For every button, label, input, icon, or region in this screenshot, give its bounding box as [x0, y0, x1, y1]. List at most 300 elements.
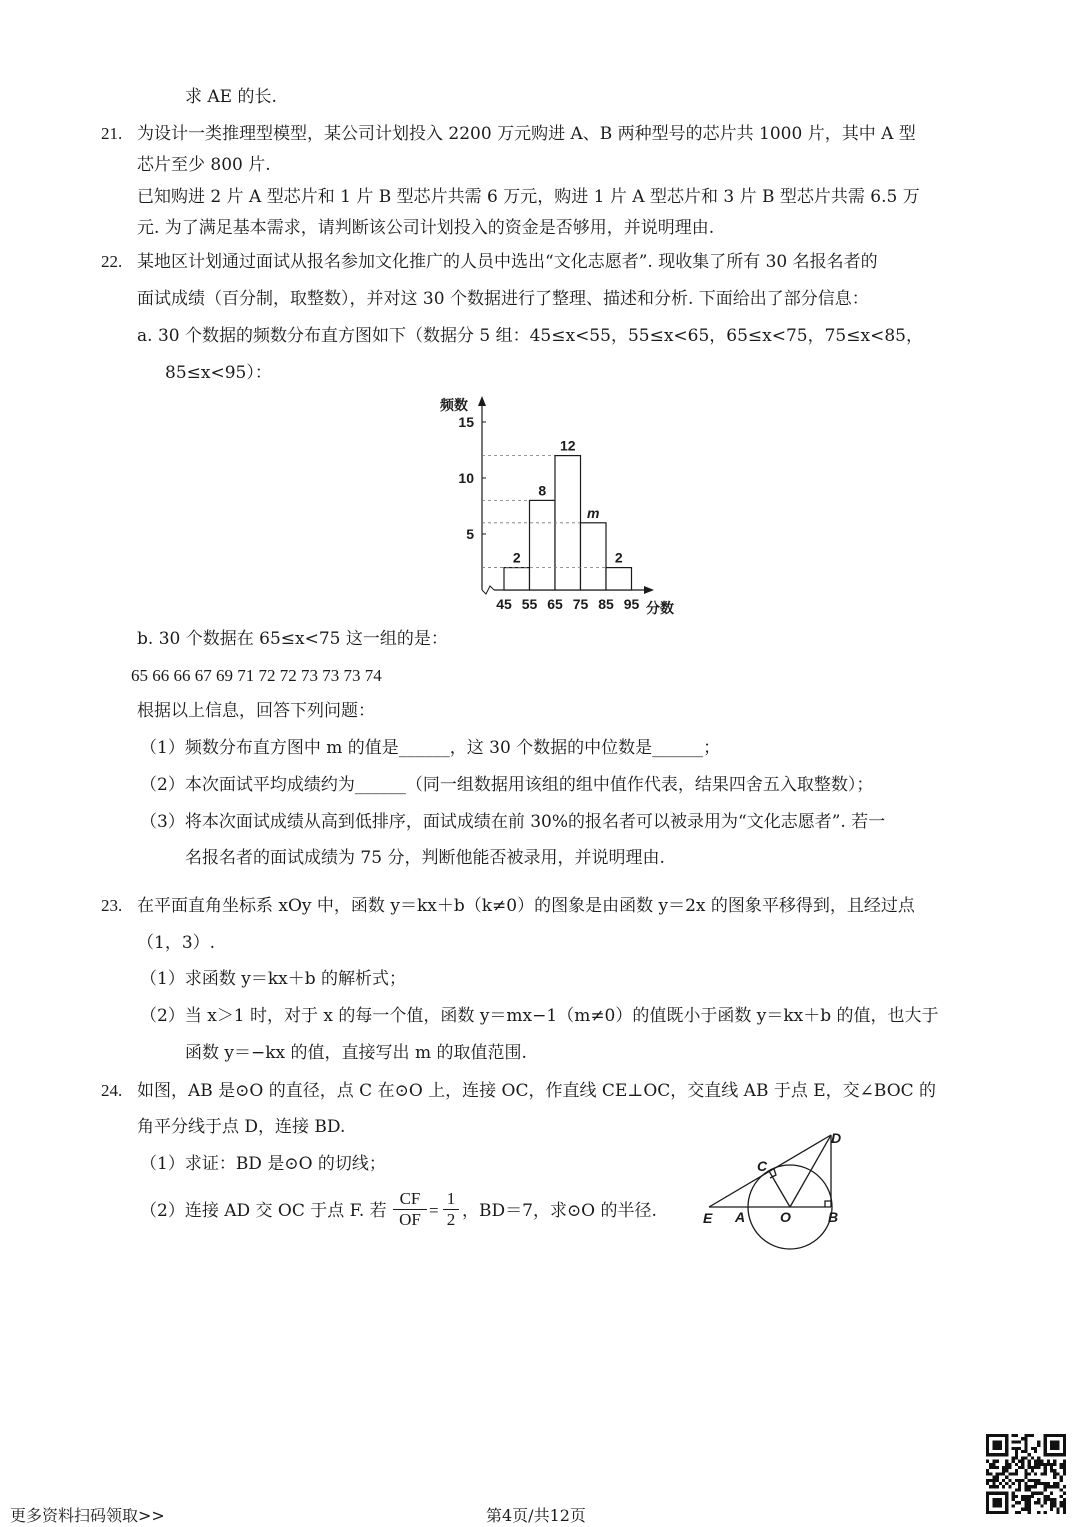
qr-module [992, 1476, 995, 1479]
q23-part2-line2: 函数 y＝−kx 的值，直接写出 m 的取值范围. [185, 1043, 527, 1063]
qr-module [1063, 1434, 1066, 1437]
qr-module [1028, 1453, 1031, 1456]
qr-module [1060, 1463, 1063, 1466]
qr-module [1037, 1463, 1040, 1466]
qr-module [1037, 1466, 1040, 1469]
qr-module [986, 1492, 989, 1495]
qr-module [999, 1501, 1002, 1504]
label-o: O [780, 1209, 791, 1225]
qr-module [1050, 1485, 1053, 1488]
qr-module [1018, 1440, 1021, 1443]
qr-module [1024, 1504, 1027, 1507]
qr-module [1063, 1485, 1066, 1488]
qr-module [1012, 1440, 1015, 1443]
qr-module [989, 1485, 992, 1488]
qr-module [989, 1479, 992, 1482]
qr-module [1060, 1466, 1063, 1469]
qr-module [986, 1472, 989, 1475]
q22-number: 22. [101, 252, 123, 271]
qr-module [1034, 1479, 1037, 1482]
qr-module [1037, 1501, 1040, 1504]
x-tick-label: 55 [521, 596, 538, 612]
qr-module [1053, 1472, 1056, 1475]
qr-module [1018, 1479, 1021, 1482]
qr-module [1028, 1508, 1031, 1511]
q22-info-a-line2: 85≤x<95）： [165, 363, 272, 383]
qr-module [1005, 1482, 1008, 1485]
bar-value-label: m [587, 504, 600, 521]
qr-module [1044, 1466, 1047, 1469]
q22-part3-line2: 名报名者的面试成绩为 75 分，判断他能否被录用，并说明理由. [185, 848, 665, 868]
qr-module [1047, 1498, 1050, 1501]
q22-part2: （2）本次面试平均成绩约为______（同一组数据用该组的组中值作代表，结果四舍五入取整数）； [140, 775, 874, 795]
qr-module [1044, 1485, 1047, 1488]
qr-module [1050, 1498, 1053, 1501]
qr-module [996, 1498, 999, 1501]
qr-module [1063, 1460, 1066, 1463]
qr-module [992, 1479, 995, 1482]
qr-module [1031, 1456, 1034, 1459]
qr-module [986, 1434, 989, 1437]
qr-module [1015, 1469, 1018, 1472]
qr-module [1050, 1453, 1053, 1456]
qr-module [1015, 1447, 1018, 1450]
qr-module [1034, 1447, 1037, 1450]
qr-module [1031, 1479, 1034, 1482]
qr-module [992, 1466, 995, 1469]
qr-module [1002, 1466, 1005, 1469]
page-number: 第4页/共12页 [486, 1506, 586, 1525]
qr-module [1012, 1482, 1015, 1485]
label-b: B [828, 1209, 839, 1225]
x-tick-label: 85 [598, 596, 614, 612]
y-tick-label: 5 [466, 526, 474, 542]
q22-data-values: 65 66 66 67 69 71 72 72 73 73 73 74 [131, 666, 382, 685]
qr-module [992, 1498, 995, 1501]
qr-module [1012, 1504, 1015, 1507]
qr-module [1050, 1447, 1053, 1450]
qr-module [986, 1450, 989, 1453]
qr-module [1056, 1444, 1059, 1447]
qr-module [1044, 1463, 1047, 1466]
qr-module [1047, 1434, 1050, 1437]
qr-module [1034, 1485, 1037, 1488]
qr-module [1024, 1444, 1027, 1447]
qr-module [1056, 1511, 1059, 1514]
qr-module [1005, 1434, 1008, 1437]
qr-module [1012, 1460, 1015, 1463]
qr-module [1031, 1447, 1034, 1450]
q24-part1: （1）求证：BD 是⊙O 的切线； [140, 1154, 386, 1174]
x-tick-label: 75 [572, 596, 589, 612]
qr-module [1024, 1501, 1027, 1504]
qr-module [1053, 1453, 1056, 1456]
qr-module [1024, 1434, 1027, 1437]
qr-module [1005, 1447, 1008, 1450]
qr-module [1005, 1463, 1008, 1466]
qr-module [1018, 1501, 1021, 1504]
qr-module [1024, 1456, 1027, 1459]
x-tick-label: 95 [623, 596, 640, 612]
qr-module [992, 1463, 995, 1466]
qr-module [1015, 1495, 1018, 1498]
qr-module [1015, 1450, 1018, 1453]
qr-module [986, 1508, 989, 1511]
qr-module [996, 1511, 999, 1514]
qr-module [1002, 1485, 1005, 1488]
qr-module [1031, 1466, 1034, 1469]
q23-part1: （1）求函数 y＝kx＋b 的解析式； [140, 969, 406, 989]
qr-module [999, 1511, 1002, 1514]
qr-module [999, 1472, 1002, 1475]
qr-module [1024, 1495, 1027, 1498]
qr-module [1008, 1485, 1011, 1488]
q21-line2: 芯片至少 800 片. [137, 155, 271, 175]
x-axis-arrow [644, 586, 654, 594]
qr-module [1012, 1456, 1015, 1459]
q22-part3-line1: （3）将本次面试成绩从高到低排序，面试成绩在前 30%的报名者可以被录用为“文化志愿者”. 若一 [140, 812, 886, 832]
qr-module [1050, 1440, 1053, 1443]
x-tick-label: 65 [547, 596, 563, 612]
q23-line2: （1，3）. [137, 933, 216, 953]
histogram-bar [581, 523, 607, 590]
equals-sign: = [429, 1201, 439, 1220]
q22-line1: 某地区计划通过面试从报名参加文化推广的人员中选出“文化志愿者”. 现收集了所有 30 名报名者的 [137, 252, 878, 272]
qr-module [992, 1444, 995, 1447]
qr-module [1037, 1440, 1040, 1443]
qr-module [1053, 1444, 1056, 1447]
qr-module [1047, 1485, 1050, 1488]
qr-module [1028, 1434, 1031, 1437]
qr-module [1002, 1453, 1005, 1456]
qr-module [1063, 1492, 1066, 1495]
qr-module [1050, 1504, 1053, 1507]
qr-module [1056, 1508, 1059, 1511]
qr-module [1050, 1434, 1053, 1437]
label-c: C [757, 1158, 768, 1174]
qr-module [1034, 1472, 1037, 1475]
histogram-bar [606, 568, 632, 590]
qr-module [1060, 1453, 1063, 1456]
qr-module [1047, 1460, 1050, 1463]
qr-module [1024, 1508, 1027, 1511]
qr-module [992, 1504, 995, 1507]
q22-info-b-line1: b. 30 个数据在 65≤x<75 这一组的是： [137, 629, 448, 649]
qr-module [996, 1479, 999, 1482]
qr-module [1063, 1437, 1066, 1440]
qr-module [1047, 1463, 1050, 1466]
qr-module [1053, 1440, 1056, 1443]
qr-module [1005, 1469, 1008, 1472]
qr-module [996, 1472, 999, 1475]
qr-module [1044, 1450, 1047, 1453]
fraction-numerator: CF [399, 1189, 421, 1208]
qr-module [1002, 1479, 1005, 1482]
q20-tail: 求 AE 的长. [185, 87, 277, 107]
x-axis-label: 分数 [646, 600, 674, 616]
qr-module [1047, 1495, 1050, 1498]
qr-module [1050, 1469, 1053, 1472]
qr-module [996, 1453, 999, 1456]
qr-module [996, 1434, 999, 1437]
qr-module [1056, 1440, 1059, 1443]
qr-module [1063, 1508, 1066, 1511]
qr-module [986, 1437, 989, 1440]
qr-module [1005, 1492, 1008, 1495]
fraction-denominator: OF [399, 1210, 421, 1229]
qr-module [1044, 1495, 1047, 1498]
qr-module [996, 1444, 999, 1447]
qr-module [1050, 1463, 1053, 1466]
qr-module [1028, 1504, 1031, 1507]
qr-module [1037, 1492, 1040, 1495]
qr-module [1053, 1498, 1056, 1501]
qr-module [1044, 1437, 1047, 1440]
qr-module [992, 1501, 995, 1504]
qr-module [992, 1460, 995, 1463]
q23-part2-line1: （2）当 x＞1 时，对于 x 的每一个值，函数 y＝mx−1（m≠0）的值既小于函数 y＝kx＋b 的值，也大于 [140, 1006, 939, 1026]
qr-module [1060, 1476, 1063, 1479]
qr-module [1008, 1463, 1011, 1466]
qr-module [1005, 1504, 1008, 1507]
q24-part2-prefix: （2）连接 AD 交 OC 于点 F. 若 [140, 1201, 387, 1221]
qr-module [986, 1498, 989, 1501]
qr-module [989, 1463, 992, 1466]
qr-module [1015, 1456, 1018, 1459]
qr-module [1018, 1485, 1021, 1488]
qr-module [1063, 1453, 1066, 1456]
qr-module [1044, 1444, 1047, 1447]
qr-module [1063, 1463, 1066, 1466]
qr-module [1037, 1460, 1040, 1463]
qr-module [999, 1492, 1002, 1495]
qr-module [1056, 1447, 1059, 1450]
qr-module [1063, 1450, 1066, 1453]
qr-module [1015, 1472, 1018, 1475]
circle-tangent-figure [695, 1125, 855, 1253]
qr-module [1031, 1469, 1034, 1472]
qr-module [999, 1434, 1002, 1437]
qr-module [1015, 1511, 1018, 1514]
qr-module [1034, 1450, 1037, 1453]
qr-module [1015, 1488, 1018, 1491]
qr-module [986, 1469, 989, 1472]
qr-module [1050, 1501, 1053, 1504]
qr-module [996, 1492, 999, 1495]
qr-module [989, 1472, 992, 1475]
fraction-denominator: 2 [446, 1210, 456, 1229]
qr-module [1028, 1498, 1031, 1501]
qr-module [1060, 1501, 1063, 1504]
qr-module [1018, 1466, 1021, 1469]
qr-module [1015, 1501, 1018, 1504]
qr-module [1024, 1485, 1027, 1488]
q24-part2-suffix: ，BD＝7，求⊙O 的半径. [462, 1201, 657, 1221]
qr-module [1037, 1498, 1040, 1501]
qr-module [1005, 1466, 1008, 1469]
qr-module [996, 1485, 999, 1488]
qr-module [1005, 1498, 1008, 1501]
y-tick-label: 10 [458, 470, 474, 486]
q24-number: 24. [101, 1081, 123, 1100]
qr-module [1063, 1447, 1066, 1450]
qr-module [1024, 1469, 1027, 1472]
qr-module [1021, 1495, 1024, 1498]
qr-module [1018, 1482, 1021, 1485]
q22-line2: 面试成绩（百分制，取整数），并对这 30 个数据进行了整理、描述和分析. 下面给出了部分信息： [137, 289, 869, 309]
qr-module [1021, 1456, 1024, 1459]
qr-module [1063, 1501, 1066, 1504]
qr-module [1044, 1482, 1047, 1485]
qr-module [1024, 1447, 1027, 1450]
qr-module [1044, 1501, 1047, 1504]
qr-module [1008, 1472, 1011, 1475]
qr-module [1040, 1482, 1043, 1485]
qr-module [1008, 1466, 1011, 1469]
qr-module [992, 1453, 995, 1456]
qr-module [1015, 1479, 1018, 1482]
qr-module [1053, 1485, 1056, 1488]
qr-module [1063, 1440, 1066, 1443]
qr-module [992, 1511, 995, 1514]
qr-module [1060, 1504, 1063, 1507]
qr-module [1028, 1460, 1031, 1463]
qr-module [1037, 1456, 1040, 1459]
qr-module [1053, 1469, 1056, 1472]
qr-module [1018, 1511, 1021, 1514]
qr-module [996, 1476, 999, 1479]
qr-module [1044, 1447, 1047, 1450]
qr-module [1021, 1460, 1024, 1463]
y-axis-label: 频数 [440, 397, 468, 413]
qr-module [996, 1466, 999, 1469]
qr-module [1050, 1466, 1053, 1469]
qr-module [1021, 1463, 1024, 1466]
right-angle-mark-b [825, 1201, 831, 1207]
segment-od [790, 1135, 831, 1207]
qr-module [1053, 1504, 1056, 1507]
qr-module [1028, 1463, 1031, 1466]
qr-module [986, 1495, 989, 1498]
qr-module [989, 1453, 992, 1456]
qr-module [992, 1485, 995, 1488]
qr-module [1056, 1472, 1059, 1475]
label-d: D [831, 1130, 842, 1146]
qr-module [1015, 1463, 1018, 1466]
x-tick-label: 45 [496, 596, 512, 612]
qr-module [1053, 1482, 1056, 1485]
q24-line2: 角平分线于点 D，连接 BD. [137, 1117, 346, 1137]
qr-module [1002, 1469, 1005, 1472]
qr-module [1034, 1492, 1037, 1495]
qr-module [1005, 1453, 1008, 1456]
qr-module [999, 1444, 1002, 1447]
qr-module [1024, 1437, 1027, 1440]
qr-module [1005, 1476, 1008, 1479]
bar-value-label: 2 [512, 549, 521, 566]
qr-module [1005, 1450, 1008, 1453]
qr-module [1063, 1444, 1066, 1447]
qr-module [1040, 1492, 1043, 1495]
qr-module [1031, 1485, 1034, 1488]
y-tick-label: 15 [458, 414, 474, 430]
qr-module [1044, 1453, 1047, 1456]
qr-module [1028, 1501, 1031, 1504]
qr-module [1012, 1434, 1015, 1437]
fraction-one-half [443, 1189, 459, 1230]
qr-module [1063, 1504, 1066, 1507]
qr-module [1060, 1488, 1063, 1491]
qr-module [1056, 1485, 1059, 1488]
qr-module [1044, 1511, 1047, 1514]
qr-module [1024, 1488, 1027, 1491]
qr-module [1040, 1472, 1043, 1475]
footer-scan-prompt: 更多资料扫码领取>> [10, 1506, 165, 1525]
qr-module [1044, 1498, 1047, 1501]
qr-module [992, 1434, 995, 1437]
qr-module [1021, 1479, 1024, 1482]
q24-line1: 如图，AB 是⊙O 的直径，点 C 在⊙O 上，连接 OC，作直线 CE⊥OC，交直线 AB 于点 E，交∠BOC 的 [137, 1081, 937, 1101]
qr-module [1034, 1482, 1037, 1485]
qr-module [1024, 1476, 1027, 1479]
qr-module [1063, 1466, 1066, 1469]
qr-module [1034, 1466, 1037, 1469]
qr-module [989, 1511, 992, 1514]
qr-module [992, 1447, 995, 1450]
qr-module [1060, 1495, 1063, 1498]
qr-module [989, 1466, 992, 1469]
qr-module [1037, 1482, 1040, 1485]
qr-module [1044, 1440, 1047, 1443]
q21-line4: 元. 为了满足基本需求，请判断该公司计划投入的资金是否够用，并说明理由. [137, 218, 715, 238]
qr-module [1002, 1492, 1005, 1495]
qr-module [1050, 1508, 1053, 1511]
qr-module [1028, 1495, 1031, 1498]
qr-module [1012, 1447, 1015, 1450]
qr-module [1031, 1495, 1034, 1498]
qr-module [1050, 1492, 1053, 1495]
qr-module [1012, 1492, 1015, 1495]
qr-module [1034, 1460, 1037, 1463]
qr-module [1028, 1466, 1031, 1469]
qr-module [1037, 1511, 1040, 1514]
qr-module [1028, 1511, 1031, 1514]
qr-module [1034, 1463, 1037, 1466]
qr-module [1031, 1492, 1034, 1495]
qr-module [1002, 1511, 1005, 1514]
axis-break-mark [482, 586, 494, 594]
qr-module [1053, 1463, 1056, 1466]
qr-module [986, 1447, 989, 1450]
qr-module [1053, 1447, 1056, 1450]
label-a: A [735, 1209, 746, 1225]
qr-module [1056, 1453, 1059, 1456]
qr-module [986, 1511, 989, 1514]
qr-module [1002, 1472, 1005, 1475]
histogram-bar [504, 568, 530, 590]
qr-module [1037, 1479, 1040, 1482]
qr-module [1005, 1460, 1008, 1463]
qr-module [999, 1504, 1002, 1507]
y-axis-arrow [478, 396, 486, 406]
qr-module [986, 1504, 989, 1507]
qr-module [1063, 1511, 1066, 1514]
qr-code-icon[interactable] [986, 1434, 1066, 1514]
qr-module [986, 1444, 989, 1447]
qr-module [999, 1447, 1002, 1450]
qr-module [1040, 1463, 1043, 1466]
label-e: E [703, 1210, 713, 1226]
